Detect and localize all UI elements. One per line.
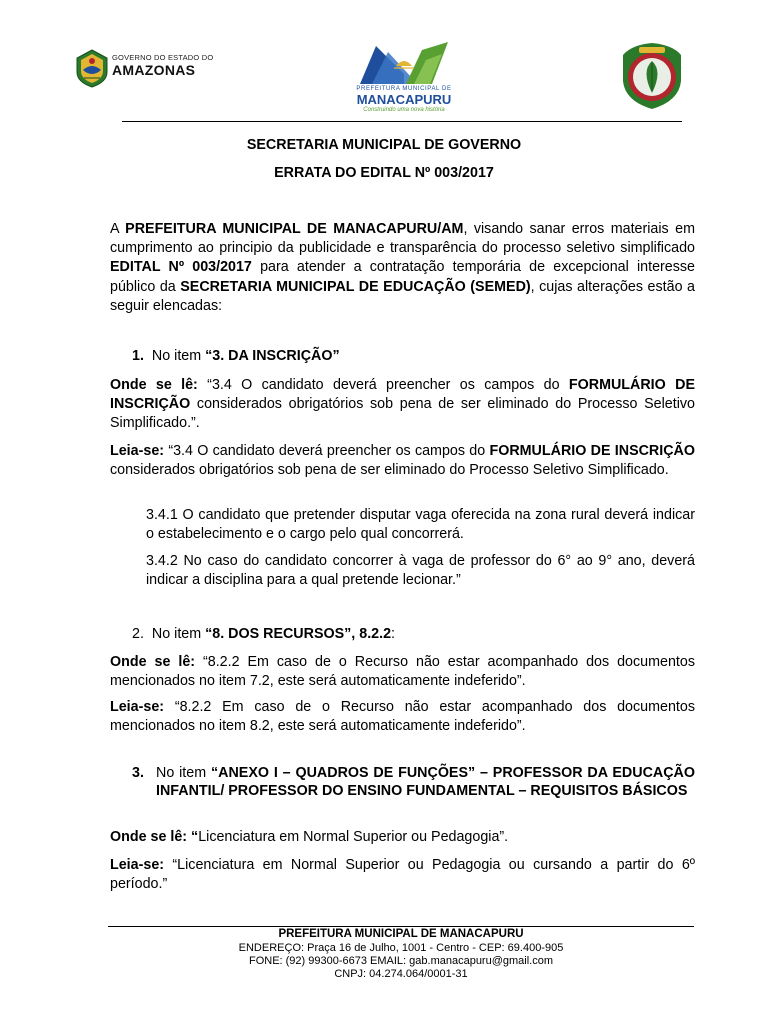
item-1-subitem-3-4-1: 3.4.1 O candidato que pretender disputar vaga oferecida na zona rural deverá indicar o estabelecimento e o cargo pelo qual concorrerá.: [146, 507, 695, 543]
item-3-heading: 3. No item “ANEXO I – QUADROS DE FUNÇÕES” – PROFESSOR DA EDUCAÇÃO INFANTIL/ PROFESSOR DO ENSINO FUNDAMENTAL – REQUISITOS BÁSICOS: [132, 765, 696, 799]
secretaria-title: SECRETARIA MUNICIPAL DE GOVERNO: [246, 137, 522, 153]
item-1-leia-se: Leia-se: “3.4 O candidato deverá preencher os campos do FORMULÁRIO DE INSCRIÇÃO considerados obrigatórios sob pena de ser eliminado do Processo Seletivo Simplificado.: [110, 443, 695, 479]
header-divider: [122, 121, 682, 122]
manacapuru-emblem-icon: [354, 38, 454, 88]
item-1-heading: 1. No item “3. DA INSCRIÇÃO”: [132, 348, 340, 364]
manacapuru-logo: [354, 38, 454, 122]
intro-paragraph: A PREFEITURA MUNICIPAL DE MANACAPURU/AM, visando sanar erros materiais em cumprimento ao principio da publicidade e transparência do processo seletivo simplificado EDITAL Nº 003/2017 para atender a contratação temporária de excepcional interesse público da SECRETARIA MUNICIPAL DE EDUCAÇÃO (SEMED), cujas alterações estão a seguir elencadas:: [110, 221, 695, 314]
amazonas-government-logo: [74, 48, 214, 88]
footer-cnpj: CNPJ: 04.274.064/0001-31: [334, 968, 468, 980]
footer-divider: [108, 926, 694, 927]
item-2-onde-se-le: Onde se lê: “8.2.2 Em caso de o Recurso não estar acompanhado dos documentos mencionados no item 7.2, este será automaticamente indeferido”.: [110, 654, 695, 690]
item-3-onde-se-le: Onde se lê: “Licenciatura em Normal Superior ou Pedagogia”.: [110, 829, 509, 845]
amazonas-coat-of-arms-icon: [74, 48, 110, 88]
prefeitura-slogan: Construindo uma nova história: [363, 107, 445, 113]
item-2-leia-se: Leia-se: “8.2.2 Em caso de o Recurso não estar acompanhado dos documentos mencionados no item 8.2, este será automaticamente indeferido”.: [110, 699, 695, 735]
item-3-leia-se: Leia-se: “Licenciatura em Normal Superior ou Pedagogia ou cursando a partir do 6º período.”: [110, 857, 695, 893]
item-1-subitem-3-4-2: 3.4.2 No caso do candidato concorrer à vaga de professor do 6° ao 9° ano, deverá indicar a disciplina para a qual pretende lecionar.”: [146, 553, 695, 589]
municipal-seal-icon: [617, 41, 687, 111]
item-1-onde-se-le: Onde se lê: “3.4 O candidato deverá preencher os campos do FORMULÁRIO DE INSCRIÇÃO considerados obrigatórios sob pena de ser eliminado do Processo Seletivo Simplificado.”.: [110, 377, 695, 432]
footer-contact: FONE: (92) 99300-6673 EMAIL: gab.manacapuru@gmail.com: [248, 955, 554, 967]
prefeitura-line-1: PREFEITURA MUNICIPAL DE: [356, 86, 452, 92]
item-2-heading: 2. No item “8. DOS RECURSOS”, 8.2.2:: [132, 626, 396, 642]
government-line-2: AMAZONAS: [112, 62, 196, 78]
footer-institution: PREFEITURA MUNICIPAL DE MANACAPURU: [278, 928, 524, 940]
prefeitura-line-2: MANACAPURU: [356, 92, 452, 107]
errata-title: ERRATA DO EDITAL Nº 003/2017: [274, 165, 494, 181]
letterhead: [0, 0, 768, 122]
footer-address: ENDEREÇO: Praça 16 de Julho, 1001 - Centro - CEP: 69.400-905: [238, 942, 564, 954]
government-line-1: GOVERNO DO ESTADO DO: [112, 53, 214, 62]
